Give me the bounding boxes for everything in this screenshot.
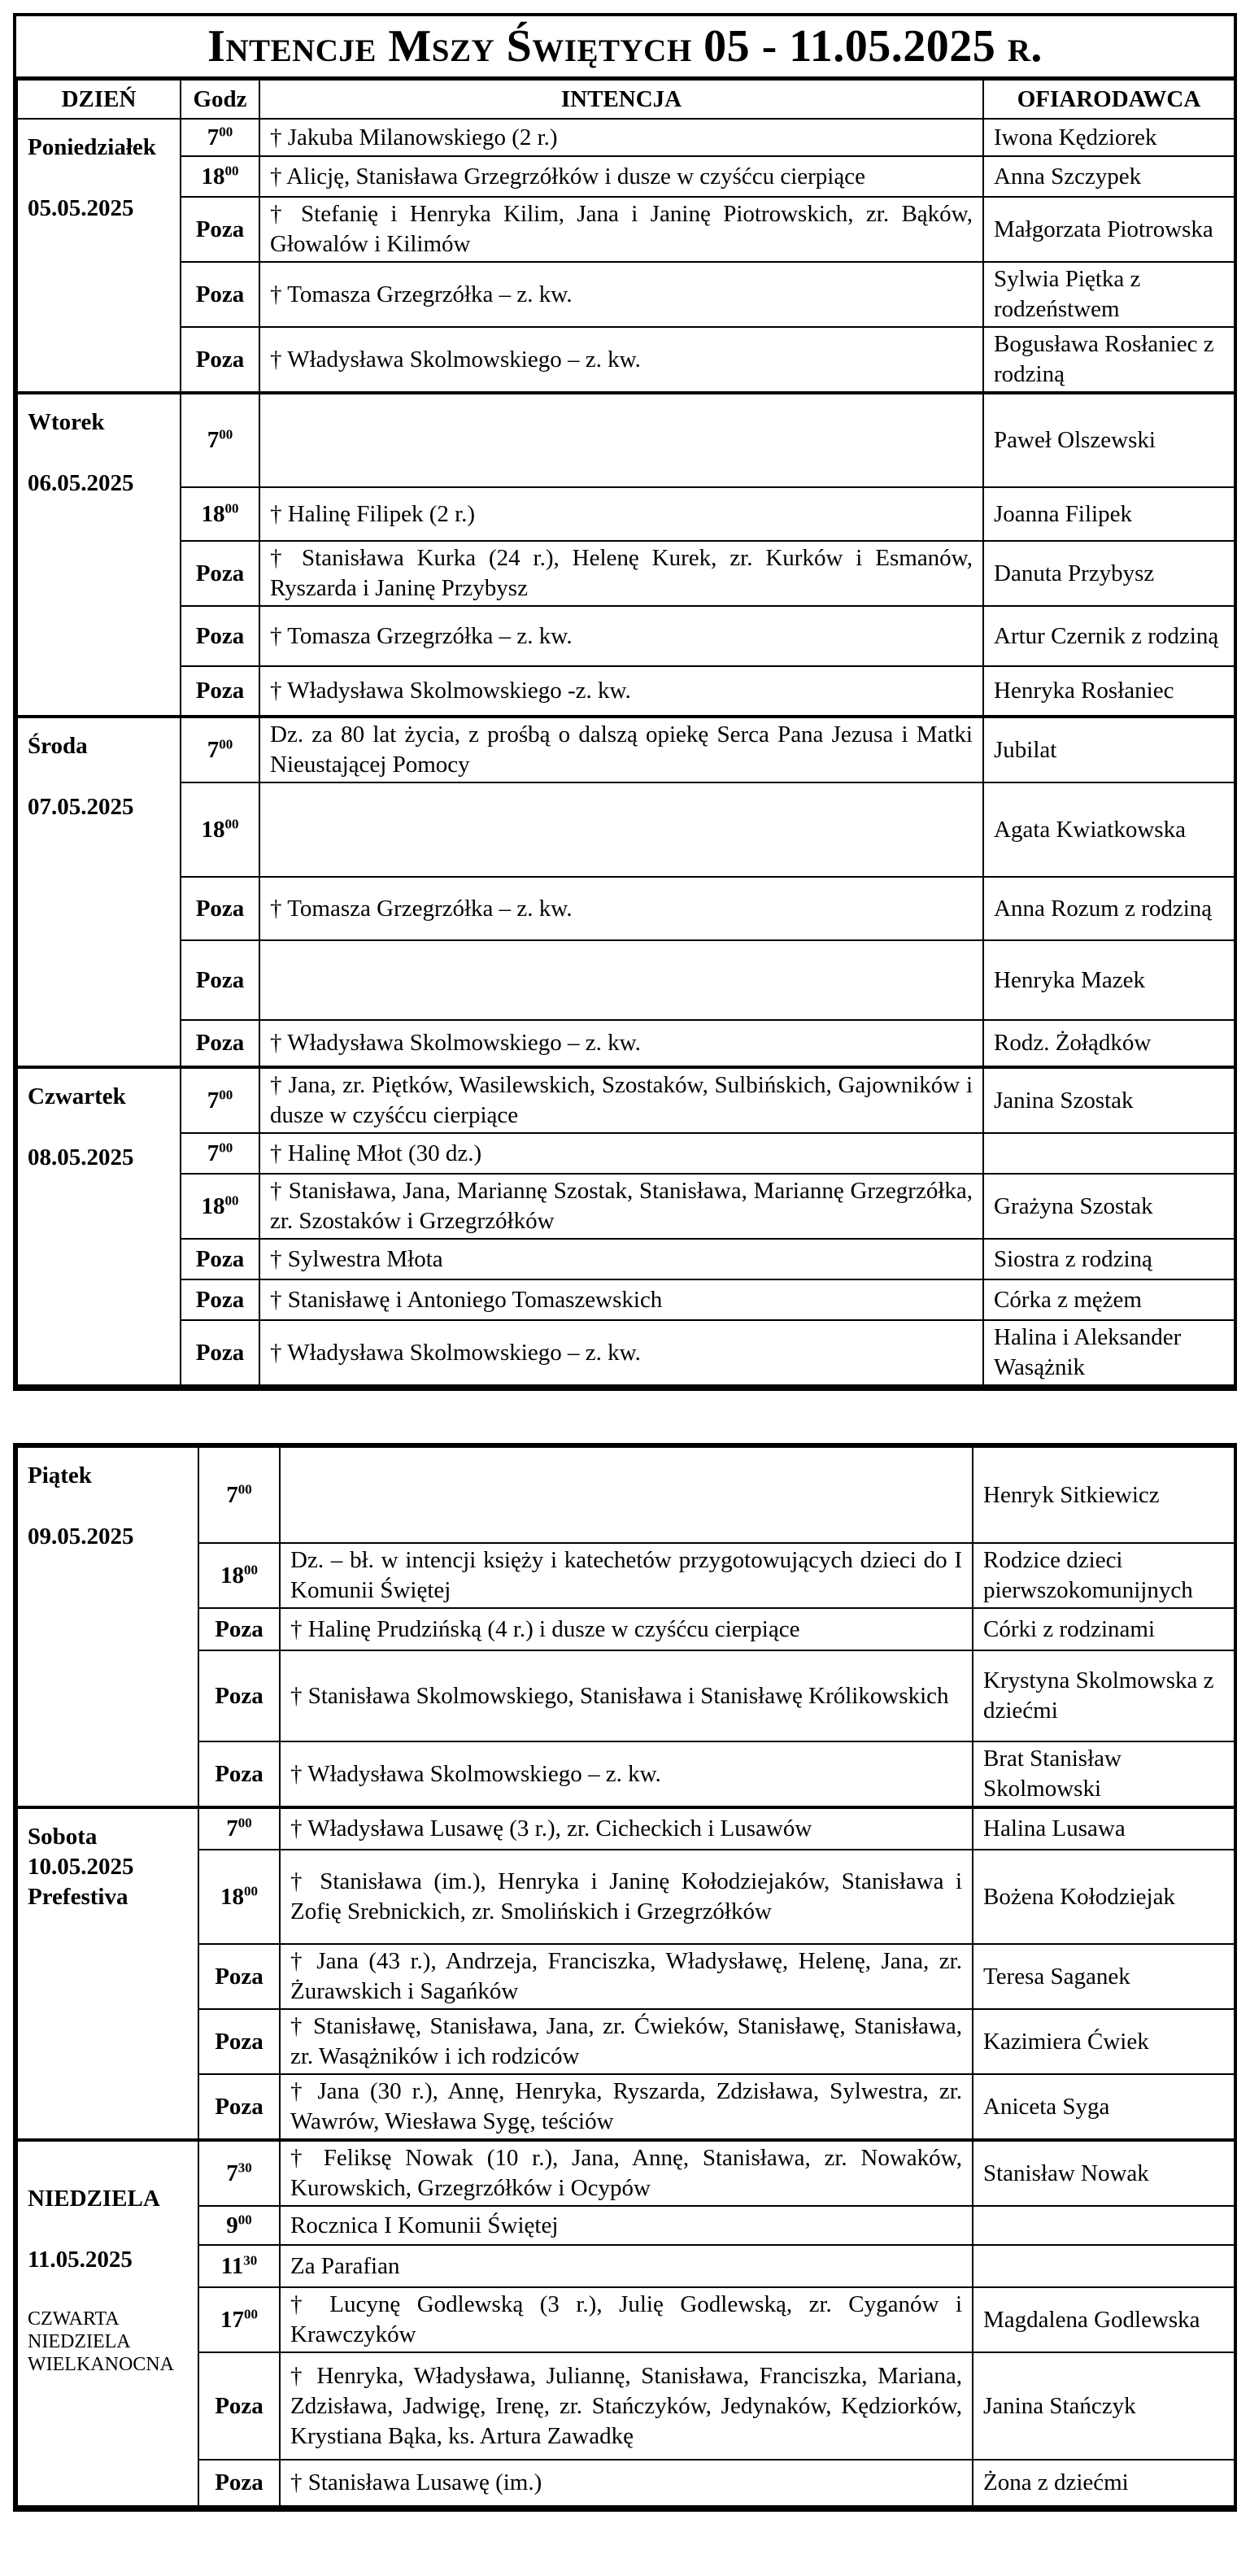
intention-text: † Władysława Skolmowskiego – z. kw.	[259, 1320, 983, 1386]
intention-text	[280, 1447, 973, 1543]
intention-text: † Halinę Młot (30 dz.)	[259, 1133, 983, 1174]
hour-value: 17	[220, 2306, 244, 2333]
hour-minutes: 00	[244, 1561, 258, 1577]
intention-text: † Stanisława (im.), Henryka i Janinę Kołodziejaków, Stanisława i Zofię Srebnickich, zr. Smolińskich i Grzegrzółków	[280, 1850, 973, 1944]
donor-name: Żona z dziećmi	[973, 2460, 1235, 2507]
table-row	[17, 666, 1235, 717]
hour-minutes: 30	[237, 2159, 252, 2175]
donor-name	[983, 1133, 1235, 1174]
table-row	[17, 1650, 1235, 1741]
table-row	[17, 1850, 1235, 1944]
hour-value: Poza	[195, 281, 245, 307]
mass-hour	[181, 877, 259, 940]
hour-value: Poza	[195, 1245, 245, 1272]
donor-name: Siostra z rodziną	[983, 1239, 1235, 1279]
mass-hour	[181, 119, 259, 156]
day-name: Poniedziałek	[28, 134, 156, 160]
donor-name: Anna Rozum z rodziną	[983, 877, 1235, 940]
mass-hour	[181, 782, 259, 877]
day-liturgical-note: CZWARTA NIEDZIELA WIELKANOCNA	[28, 2308, 174, 2375]
donor-name: Artur Czernik z rodziną	[983, 606, 1235, 666]
intention-text: † Henryka, Władysława, Juliannę, Stanisława, Franciszka, Mariana, Zdzisława, Jadwigę, Irenę, zr. Stańczyków, Jedynaków, Kędziorków, Krystiana Bąka, ks. Artura Zawadkę	[280, 2352, 973, 2460]
table-row	[17, 487, 1235, 541]
table-row	[17, 2074, 1235, 2140]
donor-name: Małgorzata Piotrowska	[983, 197, 1235, 262]
hour-value: Poza	[195, 1339, 245, 1366]
hour-minutes: 00	[219, 123, 233, 139]
hour-value: Poza	[215, 1963, 264, 1990]
hour-value: Poza	[195, 216, 245, 242]
hour-value: Poza	[215, 2093, 264, 2120]
intention-text: Dz. za 80 lat życia, z prośbą o dalszą opiekę Serca Pana Jezusa i Matki Nieustającej Pomocy	[259, 717, 983, 782]
intention-text: † Sylwestra Młota	[259, 1239, 983, 1279]
table-row	[17, 1543, 1235, 1608]
intention-text: † Stefanię i Henryka Kilim, Jana i Janinę Piotrowskich, zr. Bąków, Głowalów i Kilimów	[259, 197, 983, 262]
day-date: 05.05.2025	[28, 195, 134, 221]
mass-hour	[198, 1543, 280, 1608]
day-date: 08.05.2025	[28, 1144, 134, 1170]
day-note: Prefestiva	[28, 1884, 128, 1910]
intention-text: † Alicję, Stanisława Grzegrzółków i dusze w czyśćcu cierpiące	[259, 156, 983, 197]
hour-value: Poza	[195, 1030, 245, 1056]
table-row	[17, 606, 1235, 666]
hour-value: Poza	[195, 622, 245, 649]
donor-name: Teresa Saganek	[973, 1944, 1235, 2009]
hour-minutes: 00	[224, 1192, 239, 1208]
header-day: DZIEŃ	[17, 80, 181, 119]
mass-hour	[181, 1279, 259, 1320]
intention-text: † Władysława Skolmowskiego – z. kw.	[259, 327, 983, 393]
hour-minutes: 00	[237, 2211, 252, 2227]
mass-hour	[181, 1020, 259, 1067]
intention-text: † Jana (43 r.), Andrzeja, Franciszka, Władysławę, Helenę, Jana, zr. Żurawskich i Sagańków	[280, 1944, 973, 2009]
table-row	[17, 2245, 1235, 2287]
table-row	[17, 197, 1235, 262]
table-row	[17, 393, 1235, 487]
schedule-table-2	[16, 1446, 1235, 2508]
mass-hour	[198, 1741, 280, 1807]
table-row	[17, 1020, 1235, 1067]
day-cell	[17, 1447, 198, 1807]
table-row	[17, 1279, 1235, 1320]
hour-value: 9	[226, 2212, 238, 2238]
intention-text	[259, 940, 983, 1020]
header-intention: INTENCJA	[259, 80, 983, 119]
mass-hour	[181, 606, 259, 666]
hour-value: Poza	[195, 678, 245, 704]
table-row	[17, 2287, 1235, 2352]
mass-hour	[181, 1174, 259, 1239]
day-date: 07.05.2025	[28, 794, 134, 820]
mass-hour	[198, 1608, 280, 1650]
donor-name: Magdalena Godlewska	[973, 2287, 1235, 2352]
donor-name: Stanisław Nowak	[973, 2140, 1235, 2206]
intention-text: † Stanisławę i Antoniego Tomaszewskich	[259, 1279, 983, 1320]
mass-hour	[198, 1944, 280, 2009]
donor-name: Janina Szostak	[983, 1067, 1235, 1133]
hour-value: 18	[220, 1562, 244, 1589]
intention-text: † Tomasza Grzegrzółka – z. kw.	[259, 262, 983, 327]
hour-value: Poza	[195, 895, 245, 922]
mass-hour	[181, 1133, 259, 1174]
donor-name: Krystyna Skolmowska z dziećmi	[973, 1650, 1235, 1741]
day-cell	[17, 1807, 198, 2140]
hour-value: 18	[201, 163, 225, 190]
intention-text: † Jana, zr. Piętków, Wasilewskich, Szostaków, Sulbińskich, Gajowników i dusze w czyśćcu cierpiące	[259, 1067, 983, 1133]
intention-text: † Jakuba Milanowskiego (2 r.)	[259, 119, 983, 156]
donor-name: Henryka Rosłaniec	[983, 666, 1235, 717]
hour-minutes: 30	[243, 2251, 258, 2268]
intention-text: † Władysława Lusawę (3 r.), zr. Cicheckich i Lusawów	[280, 1807, 973, 1850]
mass-hour	[181, 393, 259, 487]
day-name: Wtorek	[28, 409, 105, 435]
mass-hour	[181, 1320, 259, 1386]
hour-value: Poza	[195, 346, 245, 373]
donor-name: Córka z mężem	[983, 1279, 1235, 1320]
donor-name: Joanna Filipek	[983, 487, 1235, 541]
mass-hour	[198, 2140, 280, 2206]
donor-name: Córki z rodzinami	[973, 1608, 1235, 1650]
table-row	[17, 119, 1235, 156]
hour-value: Poza	[215, 1682, 264, 1709]
table-row	[17, 782, 1235, 877]
donor-name: Bogusława Rosłaniec z rodziną	[983, 327, 1235, 393]
schedule-sheet-1	[13, 13, 1237, 1391]
hour-minutes: 00	[244, 2305, 258, 2321]
intention-text: Rocznica I Komunii Świętej	[280, 2206, 973, 2245]
intention-text: † Stanisława, Jana, Mariannę Szostak, Stanisława, Mariannę Grzegrzółka, zr. Szostaków i Grzegrzółków	[259, 1174, 983, 1239]
hour-minutes: 00	[237, 1480, 252, 1497]
mass-hour	[198, 1850, 280, 1944]
hour-value: Poza	[195, 560, 245, 586]
hour-minutes: 00	[219, 735, 233, 752]
donor-name	[973, 2206, 1235, 2245]
mass-hour	[181, 717, 259, 782]
donor-name: Henryka Mazek	[983, 940, 1235, 1020]
day-name: Piątek	[28, 1462, 92, 1489]
day-name: Sobota	[28, 1824, 98, 1850]
day-cell	[17, 1067, 181, 1386]
hour-value: 18	[201, 500, 225, 527]
donor-name: Halina Lusawa	[973, 1807, 1235, 1850]
intention-text: † Halinę Filipek (2 r.)	[259, 487, 983, 541]
table-header-row	[17, 80, 1235, 119]
intention-text: † Feliksę Nowak (10 r.), Jana, Annę, Stanisława, zr. Nowaków, Kurowskich, Grzegrzółków i Ocypów	[280, 2140, 973, 2206]
table-row	[17, 156, 1235, 197]
donor-name: Halina i Aleksander Wasążnik	[983, 1320, 1235, 1386]
mass-hour	[198, 1447, 280, 1543]
donor-name: Kazimiera Ćwiek	[973, 2009, 1235, 2074]
mass-hour	[181, 940, 259, 1020]
hour-value: 7	[207, 427, 220, 453]
day-name: Czwartek	[28, 1083, 126, 1109]
intention-text: † Stanisława Skolmowskiego, Stanisława i Stanisławę Królikowskich	[280, 1650, 973, 1741]
hour-value: 18	[201, 816, 225, 843]
table-row	[17, 1174, 1235, 1239]
intention-text: Za Parafian	[280, 2245, 973, 2287]
mass-hour	[181, 197, 259, 262]
intention-text: † Stanisława Lusawę (im.)	[280, 2460, 973, 2507]
intention-text: † Władysława Skolmowskiego – z. kw.	[259, 1020, 983, 1067]
table-row	[17, 940, 1235, 1020]
day-cell	[17, 393, 181, 717]
donor-name: Bożena Kołodziejak	[973, 1850, 1235, 1944]
hour-minutes: 00	[244, 1882, 258, 1898]
donor-name: Danuta Przybysz	[983, 541, 1235, 606]
hour-value: 7	[207, 736, 220, 763]
day-name: NIEDZIELA	[28, 2186, 160, 2212]
donor-name: Rodzice dzieci pierwszokomunijnych	[973, 1543, 1235, 1608]
title-text: Intencje Mszy Świętych 05 - 11.05.2025 r.	[207, 21, 1043, 72]
hour-minutes: 00	[237, 1815, 252, 1831]
donor-name: Paweł Olszewski	[983, 393, 1235, 487]
donor-name: Agata Kwiatkowska	[983, 782, 1235, 877]
table-row	[17, 1320, 1235, 1386]
intention-text: † Jana (30 r.), Annę, Henryka, Ryszarda, Zdzisława, Sylwestra, zr. Wawrów, Wiesława Sygę, teściów	[280, 2074, 973, 2140]
intention-text: † Stanisławę, Stanisława, Jana, zr. Ćwieków, Stanisławę, Stanisława, zr. Wasążników i ich rodziców	[280, 2009, 973, 2074]
mass-hour	[198, 2206, 280, 2245]
hour-minutes: 00	[219, 1139, 233, 1155]
table-row	[17, 1944, 1235, 2009]
hour-value: Poza	[215, 2028, 264, 2055]
mass-hour	[198, 1807, 280, 1850]
hour-minutes: 00	[224, 499, 239, 516]
schedule-body-2	[17, 1447, 1235, 2507]
intention-text: † Władysława Skolmowskiego – z. kw.	[280, 1741, 973, 1807]
day-cell	[17, 119, 181, 393]
hour-value: 7	[226, 1481, 238, 1508]
mass-hour	[181, 1239, 259, 1279]
intention-text: † Halinę Prudzińską (4 r.) i dusze w czyśćcu cierpiące	[280, 1608, 973, 1650]
hour-value: Poza	[215, 2469, 264, 2495]
hour-value: 7	[207, 1087, 220, 1114]
table-row	[17, 2009, 1235, 2074]
mass-hour	[181, 262, 259, 327]
intention-text: † Władysława Skolmowskiego -z. kw.	[259, 666, 983, 717]
mass-hour	[181, 156, 259, 197]
table-row	[17, 541, 1235, 606]
donor-name: Brat Stanisław Skolmowski	[973, 1741, 1235, 1807]
mass-hour	[198, 2009, 280, 2074]
table-row	[17, 2206, 1235, 2245]
day-date: 09.05.2025	[28, 1523, 134, 1550]
day-cell	[17, 2140, 198, 2507]
mass-hour	[198, 2352, 280, 2460]
table-row	[17, 717, 1235, 782]
table-row	[17, 1807, 1235, 1850]
hour-minutes: 00	[219, 1086, 233, 1102]
table-row	[17, 262, 1235, 327]
mass-hour	[181, 541, 259, 606]
donor-name: Iwona Kędziorek	[983, 119, 1235, 156]
donor-name: Aniceta Syga	[973, 2074, 1235, 2140]
hour-value: 18	[220, 1883, 244, 1910]
mass-hour	[198, 2460, 280, 2507]
donor-name: Jubilat	[983, 717, 1235, 782]
hour-minutes: 00	[224, 162, 239, 178]
hour-value: 18	[201, 1192, 225, 1219]
table-row	[17, 2352, 1235, 2460]
hour-value: Poza	[195, 966, 245, 993]
hour-value: 11	[220, 2252, 244, 2279]
mass-hour	[181, 487, 259, 541]
day-name: Środa	[28, 733, 88, 759]
mass-hour	[181, 327, 259, 393]
header-donor: OFIARODAWCA	[983, 80, 1235, 119]
day-date: 11.05.2025	[28, 2247, 133, 2273]
intention-text: † Lucynę Godlewską (3 r.), Julię Godlewską, zr. Cyganów i Krawczyków	[280, 2287, 973, 2352]
schedule-sheet-2	[13, 1443, 1237, 2512]
donor-name: Henryk Sitkiewicz	[973, 1447, 1235, 1543]
donor-name: Janina Stańczyk	[973, 2352, 1235, 2460]
intention-text: † Tomasza Grzegrzółka – z. kw.	[259, 877, 983, 940]
donor-name: Sylwia Piętka z rodzeństwem	[983, 262, 1235, 327]
schedule-body-1	[17, 119, 1235, 1386]
mass-hour	[198, 1650, 280, 1741]
hour-value: 7	[226, 1815, 238, 1842]
page-title	[16, 16, 1234, 79]
table-row	[17, 2140, 1235, 2206]
table-row	[17, 1608, 1235, 1650]
table-row	[17, 1067, 1235, 1133]
hour-value: 7	[226, 2160, 238, 2186]
mass-hour	[198, 2245, 280, 2287]
hour-value: 7	[207, 124, 220, 150]
hour-value: Poza	[215, 1760, 264, 1787]
hour-minutes: 00	[219, 426, 233, 442]
hour-value: Poza	[215, 2392, 264, 2419]
intention-text: Dz. – bł. w intencji księży i katechetów przygotowujących dzieci do I Komunii Świętej	[280, 1543, 973, 1608]
intention-text	[259, 782, 983, 877]
intention-text: † Stanisława Kurka (24 r.), Helenę Kurek, zr. Kurków i Esmanów, Ryszarda i Janinę Przybysz	[259, 541, 983, 606]
mass-hour	[181, 1067, 259, 1133]
table-row	[17, 1239, 1235, 1279]
mass-hour	[198, 2287, 280, 2352]
mass-hour	[181, 666, 259, 717]
day-date: 10.05.2025	[28, 1854, 134, 1880]
table-row	[17, 1741, 1235, 1807]
table-row	[17, 1133, 1235, 1174]
donor-name: Grażyna Szostak	[983, 1174, 1235, 1239]
donor-name: Anna Szczypek	[983, 156, 1235, 197]
day-date: 06.05.2025	[28, 470, 134, 496]
donor-name: Rodz. Żołądków	[983, 1020, 1235, 1067]
table-row	[17, 327, 1235, 393]
mass-hour	[198, 2074, 280, 2140]
hour-minutes: 00	[224, 815, 239, 831]
table-row	[17, 2460, 1235, 2507]
intention-text	[259, 393, 983, 487]
schedule-table-1	[16, 79, 1235, 1388]
hour-value: Poza	[215, 1615, 264, 1642]
hour-value: Poza	[195, 1286, 245, 1313]
table-row	[17, 877, 1235, 940]
hour-value: 7	[207, 1140, 220, 1166]
day-cell	[17, 717, 181, 1067]
donor-name	[973, 2245, 1235, 2287]
header-hour: Godz	[181, 80, 259, 119]
table-row	[17, 1447, 1235, 1543]
intention-text: † Tomasza Grzegrzółka – z. kw.	[259, 606, 983, 666]
